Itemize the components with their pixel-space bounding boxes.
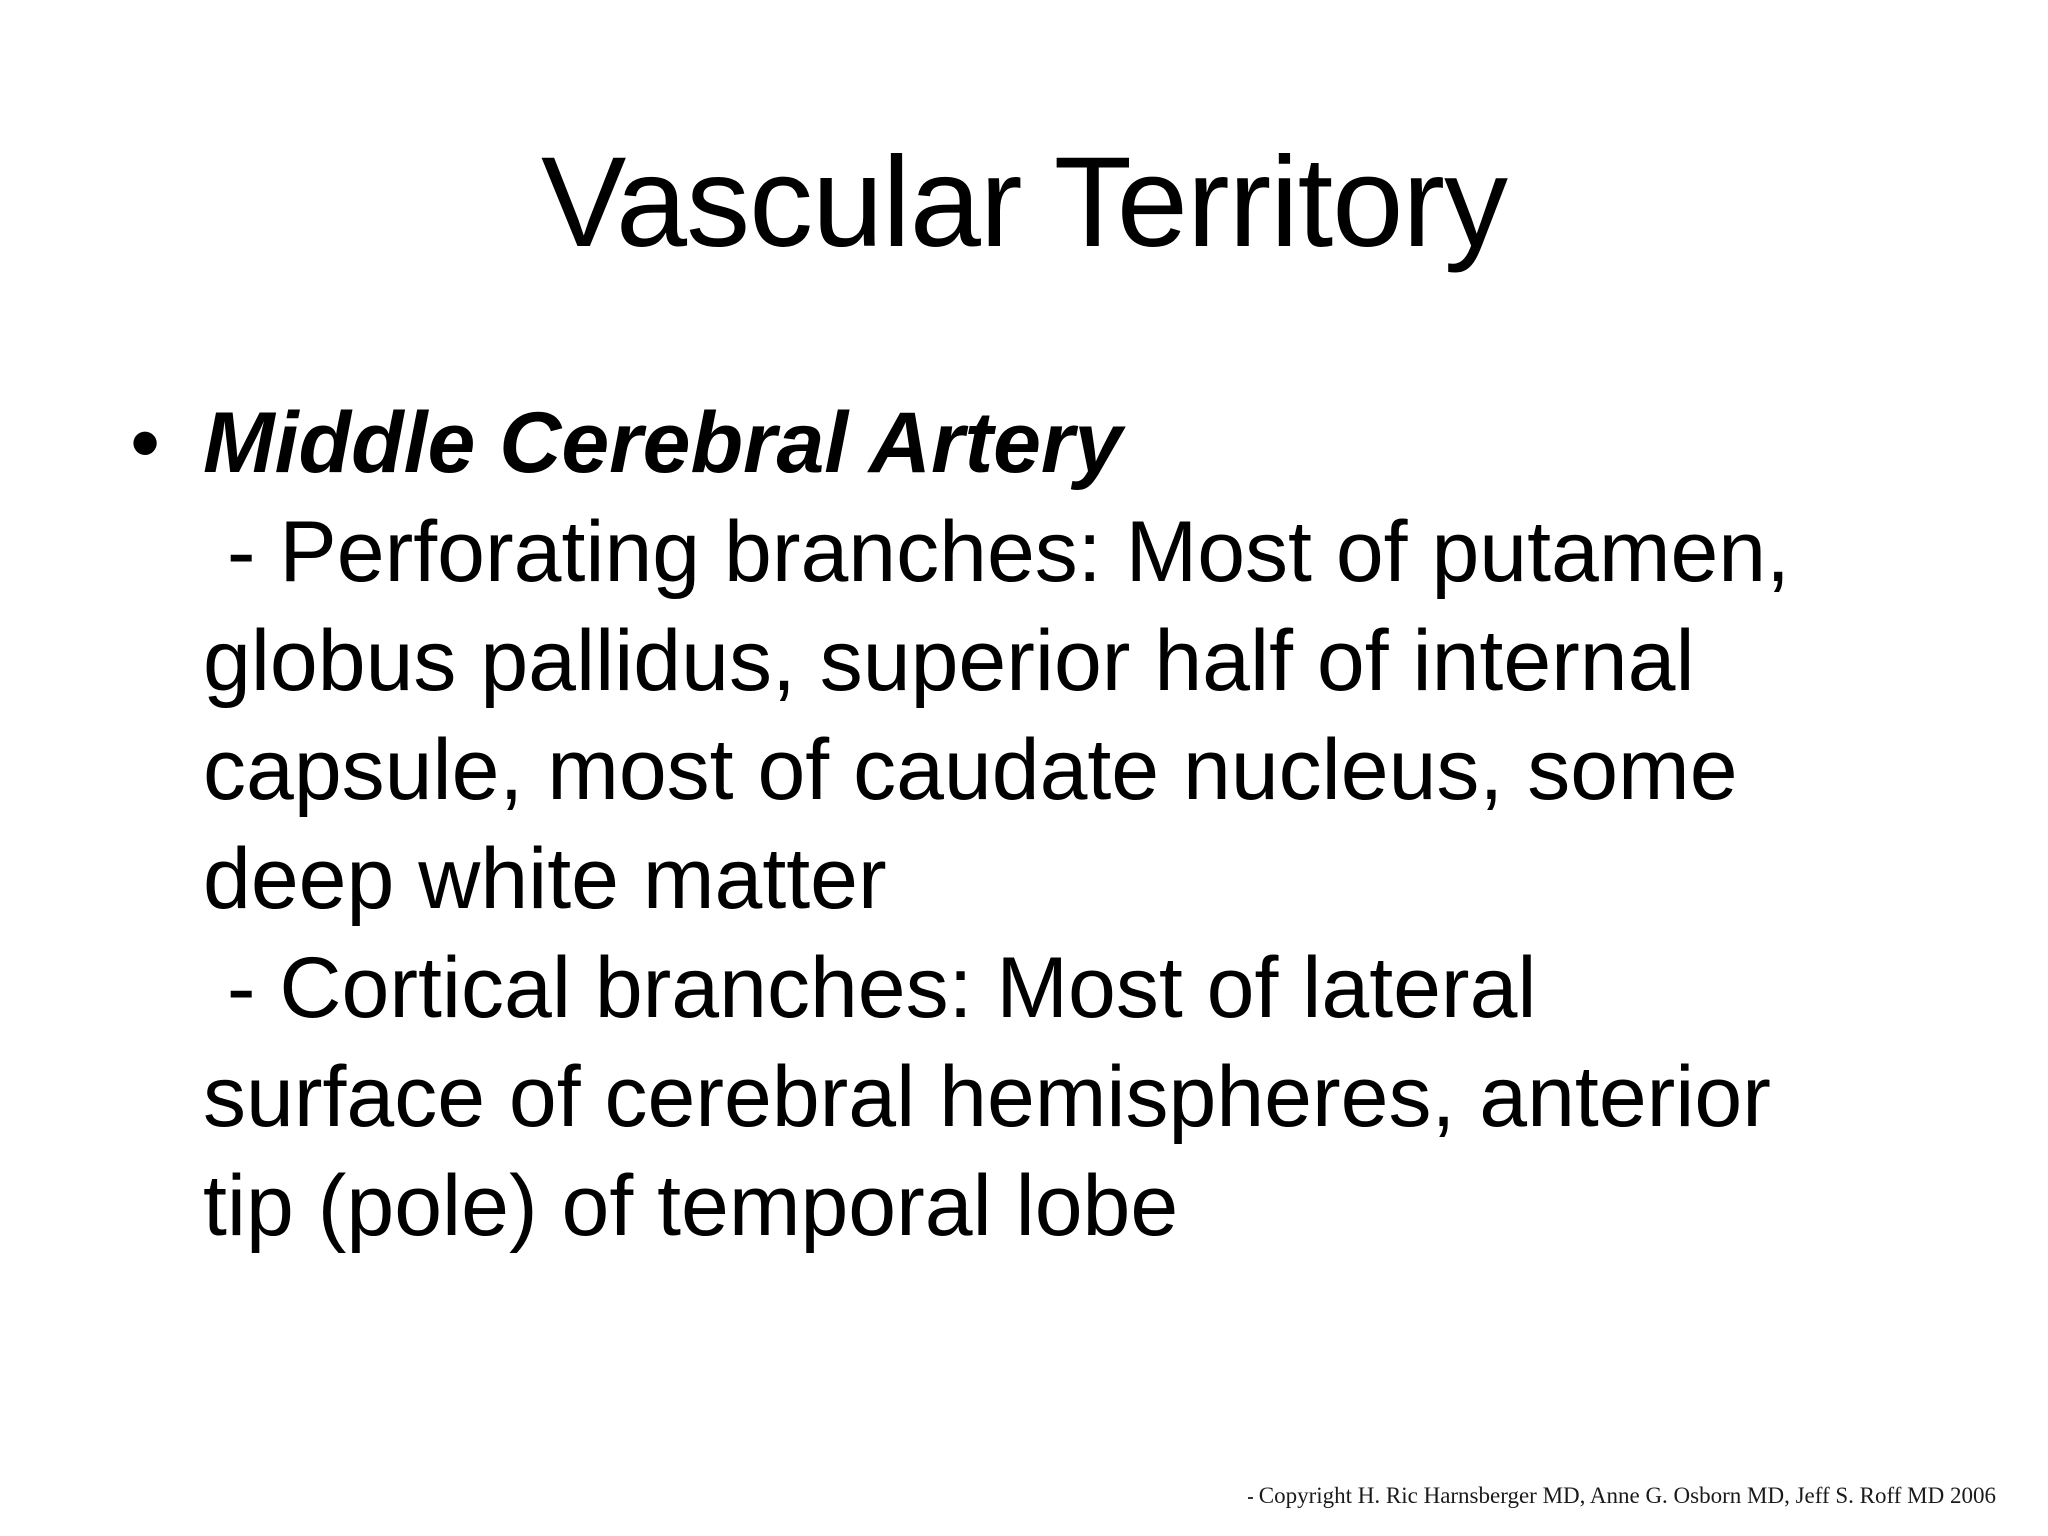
body-line: - Cortical branches: Most of lateral [203,940,1537,1036]
body-line: capsule, most of caudate nucleus, some [203,722,1738,818]
copyright-notice [1248,1481,1996,1511]
body-line: tip (pole) of temporal lobe [203,1158,1179,1254]
bullet-heading: Middle Cerebral Artery [203,395,1123,491]
body-line: surface of cerebral hemispheres, anterior [203,1049,1771,1145]
slide-content [130,388,1990,1261]
slide-title: Vascular Territory [541,131,1507,274]
copyright-text: Copyright H. Ric Harnsberger MD, Anne G. Osborn MD, Jeff S. Roff MD 2006 [1258,1483,1996,1508]
bullet-item [130,388,1990,1261]
dash-mark [1248,1497,1253,1499]
bullet-marker: • [130,395,161,491]
body-line: globus pallidus, superior half of internal [203,613,1695,709]
body-line: deep white matter [203,831,887,927]
body-line: - Perforating branches: Most of putamen, [203,504,1791,600]
